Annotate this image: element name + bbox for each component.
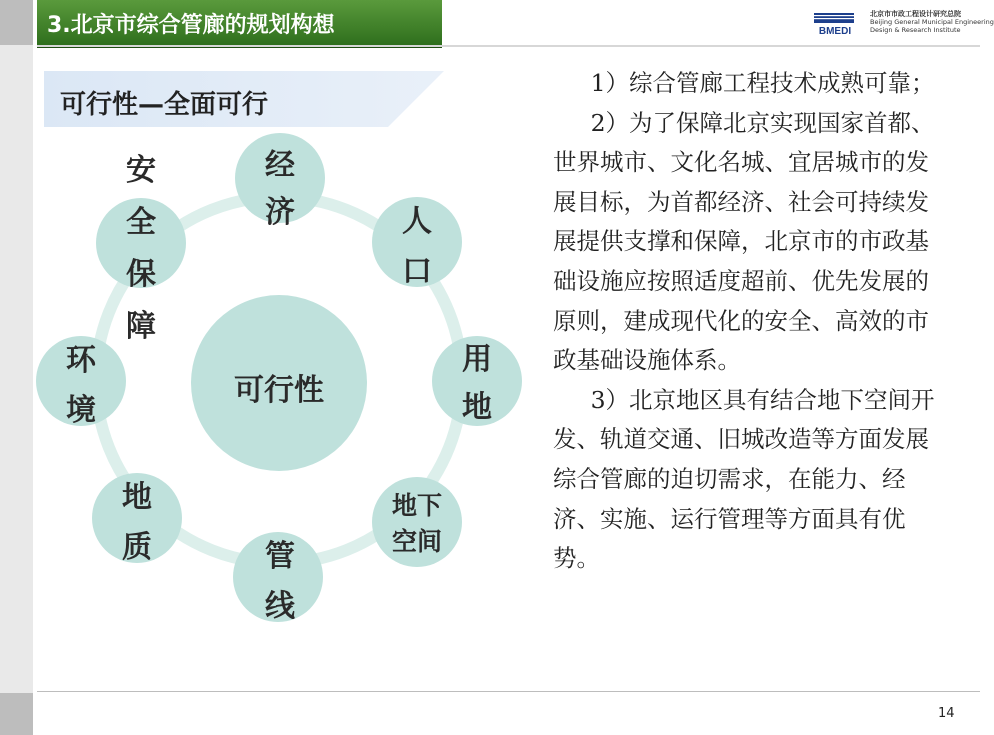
label-underground-space: 地下空间: [391, 491, 442, 556]
left-margin-strip: [0, 0, 33, 735]
logo-line-3: Design & Research Institute: [870, 26, 961, 34]
center-label: 可行性: [234, 373, 324, 408]
slide-title: 3.北京市综合管廊的规划构想: [47, 13, 335, 38]
explanation-text: [553, 64, 945, 579]
label-population: 人口: [402, 204, 432, 289]
feasibility-diagram: [30, 130, 530, 650]
subtitle-banner: [44, 71, 444, 127]
page-number: 14: [938, 706, 955, 721]
bmedi-logo-icon: [812, 12, 858, 36]
paragraph-1: 1）综合管廊工程技术成熟可靠；: [590, 69, 935, 97]
logo-text: [870, 10, 994, 34]
paragraph-3: 3）北京地区具有结合地下空间开发、轨道交通、旧城改造等方面发展综合管廊的迫切需求，在能力、经济、实施、运行管理等方面具有优势。: [553, 385, 935, 573]
institute-logo: [812, 10, 994, 40]
label-land: 用地: [462, 342, 492, 425]
logo-mark-text: BMEDI: [818, 26, 852, 37]
label-safety: 安全保障: [126, 153, 156, 344]
label-pipeline: 管线: [265, 539, 295, 624]
footer-divider: [37, 691, 980, 692]
bottom-corner-block: [0, 693, 33, 735]
subtitle-text: 可行性—全面可行: [60, 90, 269, 120]
header-divider: [37, 45, 980, 47]
label-geology: 地质: [122, 480, 152, 565]
label-economy: 经济: [265, 148, 295, 230]
slide-header: [37, 0, 442, 48]
logo-line-1: 北京市市政工程设计研究总院: [870, 10, 961, 18]
logo-line-2: Beijing General Municipal Engineering: [870, 18, 994, 26]
label-environment: 环境: [66, 343, 96, 428]
top-corner-block: [0, 0, 33, 45]
paragraph-2: 2）为了保障北京实现国家首都、世界城市、文化名城、宜居城市的发展目标，为首都经济、社会可持续发展提供支撑和保障，北京市的市政基础设施应按照适度超前、优先发展的原则，建成现代化的安全、高效的市政基础设施体系。: [553, 108, 935, 375]
